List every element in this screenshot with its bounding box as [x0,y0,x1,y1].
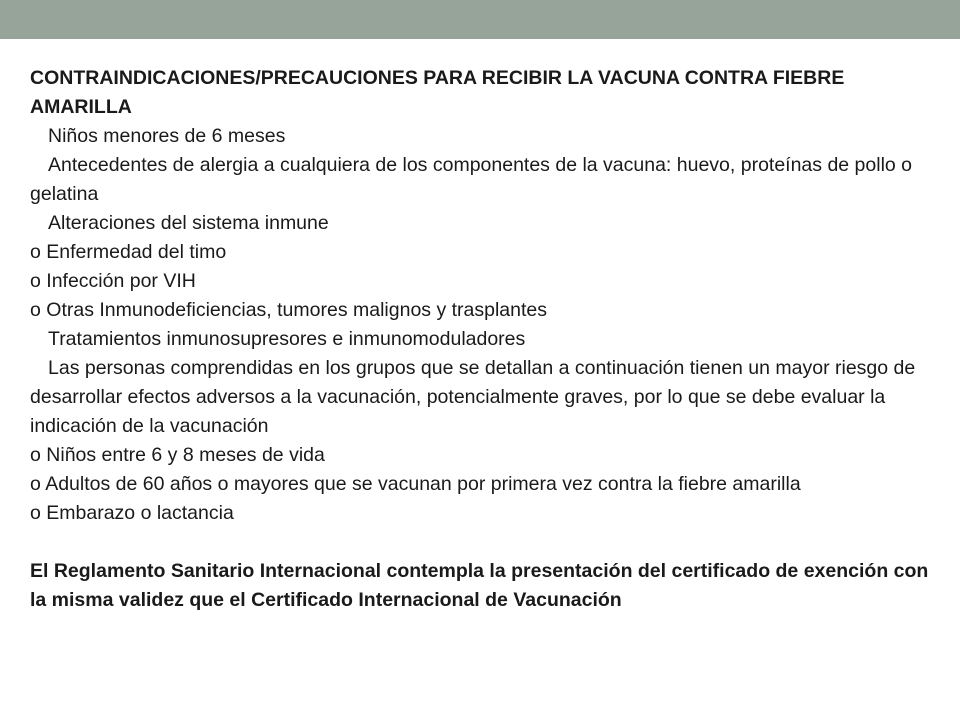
sub-bullet-marker: o [30,444,41,466]
slide-title: CONTRAINDICACIONES/PRECAUCIONES PARA RECIBIR LA VACUNA CONTRA FIEBRE AMARILLA [30,67,850,118]
sub-list-item-text: Niños entre 6 y 8 meses de vida [46,444,325,466]
list-item [30,209,942,238]
footer-note: El Reglamento Sanitario Internacional contempla la presentación del certificado de exención con la misma validez que el Certificado Internacional de Vacunación [30,560,934,611]
sub-bullet-marker: o [30,502,41,524]
sub-list-item [30,296,942,325]
sub-list-item-text: Adultos de 60 años o mayores que se vacunan por primera vez contra la fiebre amarilla [45,473,801,495]
list-item [30,354,942,441]
sub-list-item-text: Otras Inmunodeficiencias, tumores malignos y trasplantes [46,299,548,321]
sub-list-item [30,441,942,470]
sub-list-item-text: Enfermedad del timo [46,241,227,263]
sub-list-item-text: Embarazo o lactancia [46,502,234,524]
sub-list-item [30,470,942,499]
list-item-text: Niños menores de 6 meses [48,125,286,147]
list-item-text: Antecedentes de alergia a cualquiera de los componentes de la vacuna: huevo, proteínas de pollo o gelatina [30,154,918,205]
list-item [30,122,942,151]
sub-bullet-marker: o [30,473,41,495]
slide-body [30,64,942,615]
sub-bullet-marker: o [30,299,41,321]
sub-bullet-marker: o [30,270,41,292]
sub-list-item-text: Infección por VIH [46,270,196,292]
header-bar [0,0,960,39]
sub-list-item [30,238,942,267]
list-item [30,325,942,354]
sub-list-item [30,499,942,528]
list-item-text: Alteraciones del sistema inmune [48,212,329,234]
sub-list-item [30,267,942,296]
list-item [30,151,942,209]
sub-bullet-marker: o [30,241,41,263]
list-item-text: Las personas comprendidas en los grupos que se detallan a continuación tienen un mayor riesgo de desarrollar efectos adversos a la vacunación, potencialmente graves, por lo que se debe evaluar la indicación de la vacunación [30,357,921,437]
list-item-text: Tratamientos inmunosupresores e inmunomoduladores [48,328,526,350]
paragraph-spacer [30,528,942,557]
